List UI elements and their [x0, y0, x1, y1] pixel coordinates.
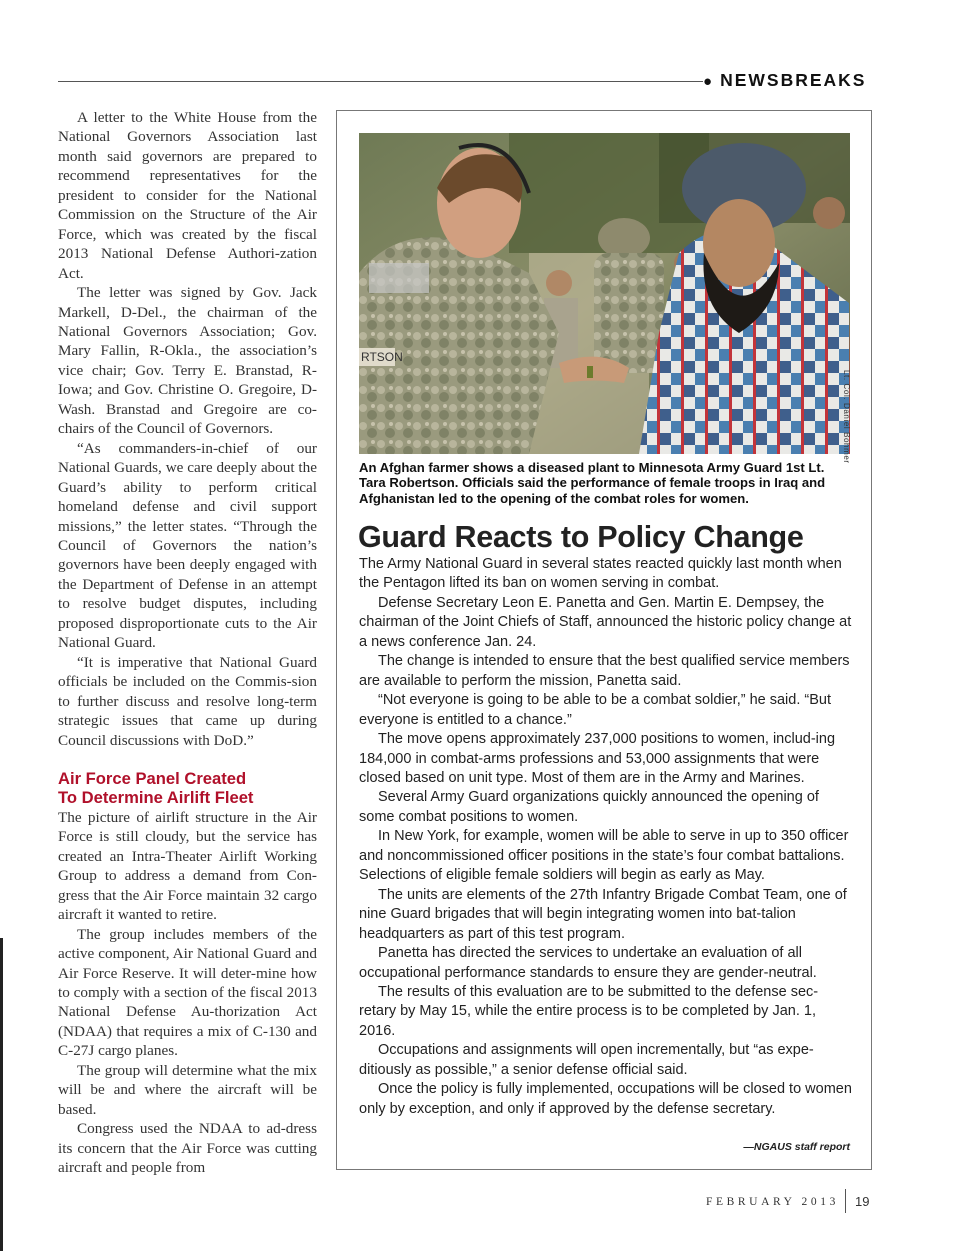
- subhead: [58, 769, 317, 808]
- section-header: [703, 70, 878, 91]
- article-paragraph: Once the policy is fully implemented, occupations will be closed to women only by exception, and only if approved by the defense secretary.: [359, 1081, 852, 1117]
- name-tape: RTSON: [361, 350, 403, 364]
- article-paragraph: “Not everyone is going to be able to be a combat soldier,” he said. “But everyone is entitled to a chance.”: [359, 692, 831, 728]
- page-edge: [0, 938, 3, 1251]
- left-paragraph: “As commanders-in-chief of our National Guards, we care deeply about the Guard’s ability to perform critical homeland defense and civil support missions,” the letter states. “Through the Council of Governors the nation’s governors have been deeply engaged with the Department of Defense in an attempt to resolve budget disputes, including proposed disproportionate cuts to the Air National Guard.: [58, 439, 317, 652]
- left-paragraph: The letter was signed by Gov. Jack Markell, D-Del., the chairman of the National Governors Association; Gov. Mary Fallin, R-Okla., the association’s vice chair; Gov. Terry E. Branstad, R-Iowa; and Gov. Christine O. Gregoire, D-Wash. Branstad and Gregoire are co-chairs of the Council of Governors.: [58, 284, 317, 438]
- section-label: NEWSBREAKS: [720, 70, 867, 90]
- article-paragraph: The move opens approximately 237,000 positions to women, includ-ing 184,000 in combat-arms professions and 53,000 assignments that were closed based on unit type. Most of them are in the Army and Marines.: [359, 731, 836, 786]
- left-paragraph: The group includes members of the active component, Air National Guard and Air Force Reserve. It will deter-mine how to comply with a section of the fiscal 2013 National Defense Au-thorization Act (NDAA) that requires a mix of C-130 and C-27J cargo planes.: [58, 925, 317, 1060]
- article-paragraph: In New York, for example, women will be able to serve in up to 350 officer and noncommissioned officer positions in the state’s four combat battalions. Selections of eligible female soldiers will begin as early as May.: [359, 828, 849, 884]
- left-paragraph: The picture of airlift structure in the Air Force is still cloudy, but the service has created an Intra-Theater Airlift Working Group to address a demand from Con-gress that the Air Force maintain 32 cargo aircraft it wanted to retire.: [58, 808, 317, 924]
- article-paragraph: Defense Secretary Leon E. Panetta and Gen. Martin E. Dempsey, the chairman of the Joint Chiefs of Staff, announced the historic policy change at a news conference Jan. 24.: [359, 594, 852, 650]
- news-photo: [359, 133, 850, 454]
- article-paragraph: The Army National Guard in several states reacted quickly last month when the Pentagon lifted its ban on women serving in combat.: [359, 556, 842, 592]
- left-paragraph: “It is imperative that National Guard officials be included on the Commis-sion to further discuss and resolve long-term strategic issues that came up during Council discussions with DoD.”: [58, 653, 317, 749]
- subhead-line: To Determine Airlift Fleet: [58, 788, 254, 808]
- article-paragraph: Occupations and assignments will open incrementally, but “as expe-ditiously as possible,” a senior defense official said.: [359, 1042, 814, 1078]
- header-rule: [58, 81, 703, 82]
- left-paragraph: Congress used the NDAA to ad-dress its concern that the Air Force was cutting aircraft and people from: [58, 1120, 317, 1177]
- article-body: [359, 555, 853, 1119]
- bullet-icon: ●: [703, 73, 715, 90]
- left-paragraph: The group will determine what the mix will be and where the aircraft will be based.: [58, 1061, 317, 1118]
- article-paragraph: Panetta has directed the services to undertake an evaluation of all occupational performance standards to ensure they are gender-neutral.: [359, 945, 817, 981]
- byline: —NGAUS staff report: [743, 1141, 850, 1153]
- article-paragraph: The change is intended to ensure that the best qualified service members are available to perform the mission, Panetta said.: [359, 653, 850, 689]
- headline: Guard Reacts to Policy Change: [358, 520, 804, 554]
- footer-divider: [845, 1189, 846, 1213]
- page-number: 19: [855, 1194, 870, 1209]
- left-column: [58, 108, 317, 1178]
- article-paragraph: The units are elements of the 27th Infantry Brigade Combat Team, one of nine Guard brigades that will begin integrating women into bat-talion headquarters as part of this test program.: [359, 886, 847, 942]
- article-paragraph: Several Army Guard organizations quickly announced the opening of some combat positions to women.: [359, 789, 819, 825]
- photo-caption: An Afghan farmer shows a diseased plant to Minnesota Army Guard 1st Lt. Tara Robertson. Officials said the performance of female troops in Iraq and Afghanistan led to the opening of the combat roles for women.: [359, 460, 826, 506]
- left-paragraph: A letter to the White House from the National Governors Association last month said governors are prepared to recommend representatives for the president to consider for the National Commission on the Structure of the Air Force, which was created by the fiscal 2013 National Defense Authori-zation Act.: [58, 109, 317, 282]
- footer-date: FEBRUARY 2013: [706, 1196, 839, 1208]
- article-paragraph: The results of this evaluation are to be submitted to the defense sec-retary by May 15, while the entire process is to be completed by Jan. 1, 2016.: [359, 983, 819, 1039]
- photo-credit: Lt. Col. Daniel Bohmer: [842, 370, 851, 464]
- subhead-line: Air Force Panel Created: [58, 768, 247, 788]
